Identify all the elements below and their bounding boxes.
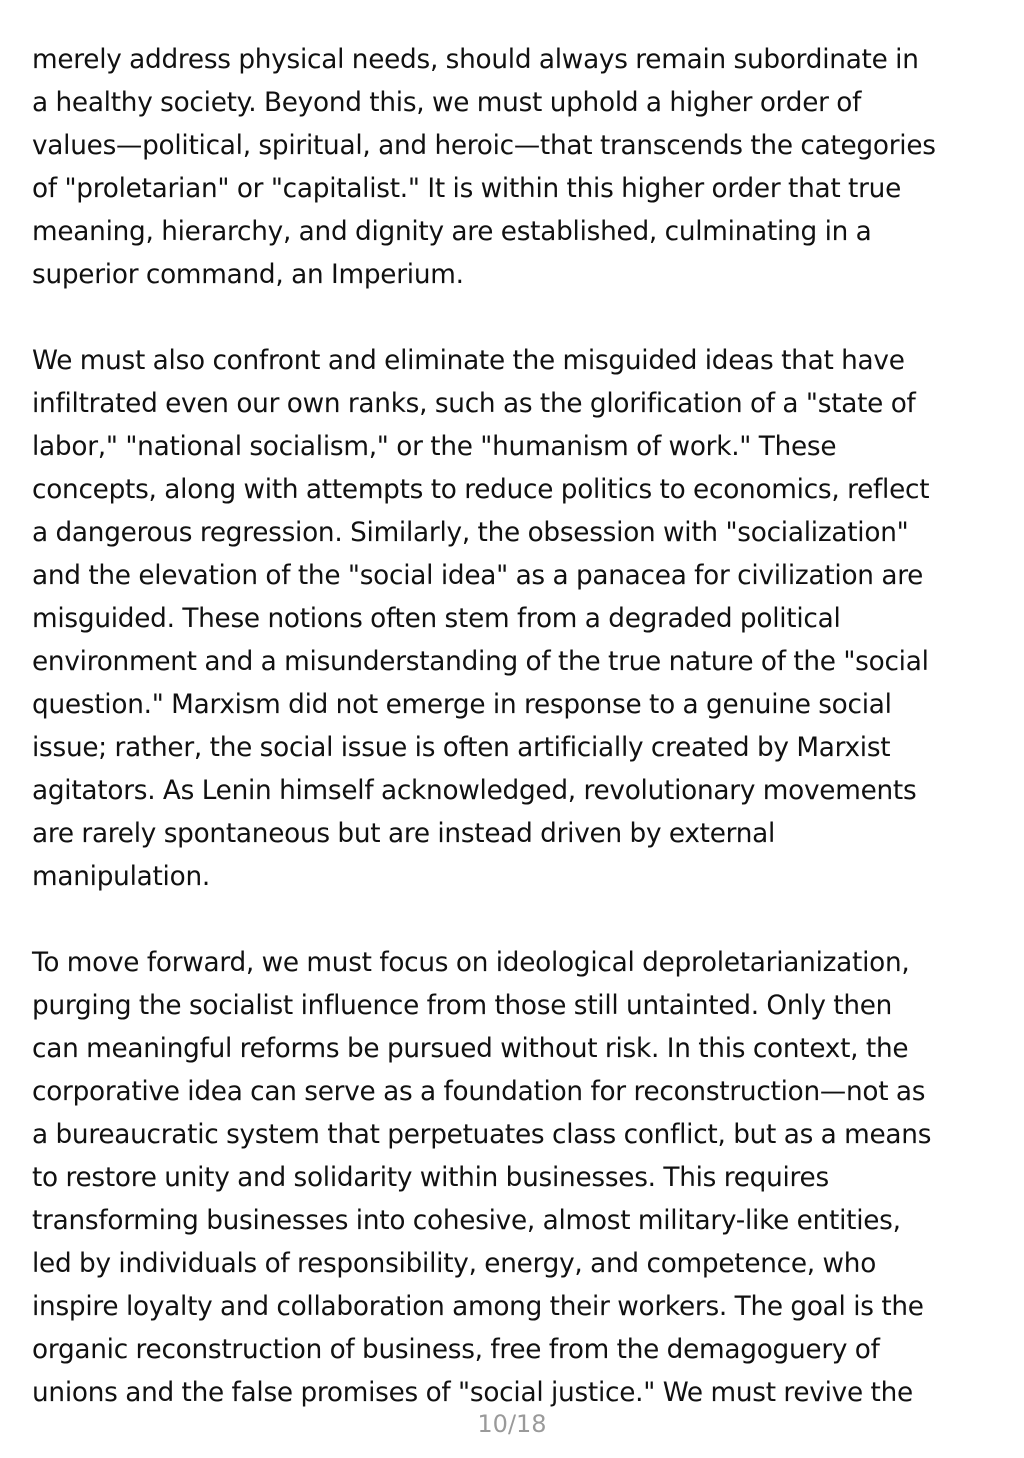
paragraph-3 — [32, 942, 1000, 1415]
text-line: organic reconstruction of business, free from the demagoguery of — [32, 1335, 880, 1365]
text-line: a healthy society. Beyond this, we must uphold a higher order of — [32, 88, 862, 118]
text-line: manipulation. — [32, 862, 210, 892]
document-body — [32, 39, 1000, 1458]
text-line: to restore unity and solidarity within businesses. This requires — [32, 1163, 829, 1193]
page-indicator: 10/18 — [477, 1410, 547, 1438]
text-line: labor," "national socialism," or the "humanism of work." These — [32, 432, 837, 462]
text-line: misguided. These notions often stem from a degraded political — [32, 604, 841, 634]
text-line: We must also confront and eliminate the misguided ideas that have — [32, 346, 905, 376]
text-line: environment and a misunderstanding of the true nature of the "social — [32, 647, 929, 677]
text-line: infiltrated even our own ranks, such as the glorification of a "state of — [32, 389, 916, 419]
text-line: merely address physical needs, should always remain subordinate in — [32, 45, 919, 75]
text-line: led by individuals of responsibility, energy, and competence, who — [32, 1249, 877, 1279]
text-line: values—political, spiritual, and heroic—that transcends the categories — [32, 131, 936, 161]
text-line: question." Marxism did not emerge in response to a genuine social — [32, 690, 892, 720]
text-line: a bureaucratic system that perpetuates class conflict, but as a means — [32, 1120, 932, 1150]
text-line: corporative idea can serve as a foundation for reconstruction—not as — [32, 1077, 926, 1107]
paragraph-2 — [32, 340, 1000, 899]
text-line: To move forward, we must focus on ideological deproletarianization, — [32, 948, 910, 978]
text-line: a dangerous regression. Similarly, the obsession with "socialization" — [32, 518, 909, 548]
text-line: concepts, along with attempts to reduce politics to economics, reflect — [32, 475, 930, 505]
text-line: issue; rather, the social issue is often artificially created by Marxist — [32, 733, 891, 763]
text-line: can meaningful reforms be pursued without risk. In this context, the — [32, 1034, 909, 1064]
paragraph-1 — [32, 39, 1000, 297]
text-line: are rarely spontaneous but are instead driven by external — [32, 819, 776, 849]
text-line: meaning, hierarchy, and dignity are established, culminating in a — [32, 217, 872, 247]
text-line: agitators. As Lenin himself acknowledged, revolutionary movements — [32, 776, 917, 806]
text-line: purging the socialist influence from those still untainted. Only then — [32, 991, 893, 1021]
text-line: and the elevation of the "social idea" as a panacea for civilization are — [32, 561, 924, 591]
text-line: of "proletarian" or "capitalist." It is within this higher order that true — [32, 174, 902, 204]
text-line: superior command, an Imperium. — [32, 260, 464, 290]
text-line: inspire loyalty and collaboration among their workers. The goal is the — [32, 1292, 924, 1322]
text-line: transforming businesses into cohesive, almost military-like entities, — [32, 1206, 901, 1236]
text-line: unions and the false promises of "social justice." We must revive the — [32, 1378, 913, 1408]
